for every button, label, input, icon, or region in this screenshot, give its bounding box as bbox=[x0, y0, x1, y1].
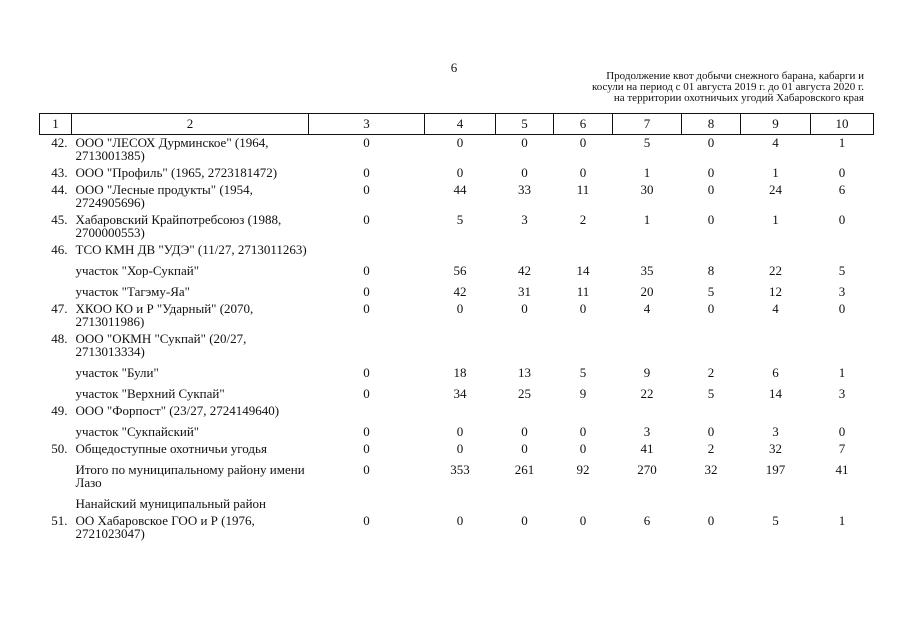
table-row bbox=[40, 417, 874, 438]
value-cell: 2 bbox=[579, 212, 587, 227]
column-header: 5 bbox=[496, 114, 554, 135]
value-cell: 5 bbox=[456, 212, 464, 227]
row-name: ООО "ОКМН "Сукпай" (20/27, 2713013334) bbox=[75, 331, 247, 359]
value-cell: 41 bbox=[640, 441, 654, 456]
value-cell: 9 bbox=[643, 365, 651, 380]
value-cell bbox=[613, 328, 682, 358]
value-cell: 0 bbox=[363, 135, 370, 150]
row-name: ООО "Форпост" (23/27, 2724149640) bbox=[75, 403, 280, 418]
value-cell: 24 bbox=[769, 182, 782, 197]
value-cell: 9 bbox=[579, 386, 587, 401]
value-cell: 14 bbox=[576, 263, 590, 278]
value-cell: 0 bbox=[521, 165, 528, 180]
value-cell: 2 bbox=[707, 365, 715, 380]
value-cell: 5 bbox=[643, 135, 651, 150]
value-cell: 11 bbox=[576, 284, 590, 299]
value-cell: 0 bbox=[521, 301, 528, 316]
value-cell: 3 bbox=[838, 386, 846, 401]
value-cell: 0 bbox=[579, 513, 587, 528]
row-name: Общедоступные охотничьи угодья bbox=[75, 441, 267, 456]
row-name: ООО "Лесные продукты" (1954, 2724905696) bbox=[75, 182, 253, 210]
value-cell bbox=[682, 328, 741, 358]
value-cell: 4 bbox=[772, 301, 779, 316]
value-cell: 5 bbox=[707, 386, 715, 401]
row-name: участок "Тагэму-Яа" bbox=[75, 284, 190, 299]
value-cell bbox=[613, 239, 682, 256]
value-cell: 4 bbox=[772, 135, 779, 150]
value-cell: 197 bbox=[765, 462, 786, 477]
value-cell: 6 bbox=[643, 513, 651, 528]
value-cell: 34 bbox=[453, 386, 467, 401]
row-name: Хабаровский Крайпотребсоюз (1988, 2700000553) bbox=[75, 212, 282, 240]
value-cell: 0 bbox=[707, 135, 715, 150]
value-cell: 0 bbox=[521, 135, 528, 150]
value-cell: 0 bbox=[363, 301, 370, 316]
table-row bbox=[40, 510, 874, 540]
value-cell: 0 bbox=[579, 135, 587, 150]
value-cell: 4 bbox=[643, 301, 651, 316]
table-row bbox=[40, 209, 874, 239]
caption-line: косули на период с 01 августа 2019 г. до 01 августа 2020 г. bbox=[591, 81, 864, 93]
row-name: участок "Були" bbox=[75, 365, 159, 380]
value-cell: 42 bbox=[518, 263, 531, 278]
column-header: 3 bbox=[309, 114, 425, 135]
value-cell: 20 bbox=[640, 284, 654, 299]
table-row bbox=[40, 256, 874, 277]
table-caption bbox=[544, 71, 864, 104]
value-cell: 18 bbox=[453, 365, 467, 380]
column-header: 8 bbox=[682, 114, 741, 135]
header-row bbox=[40, 114, 874, 135]
table-row bbox=[40, 239, 874, 256]
value-cell: 0 bbox=[363, 365, 370, 380]
row-number: 50. bbox=[51, 441, 68, 456]
value-cell: 0 bbox=[363, 284, 370, 299]
value-cell: 31 bbox=[518, 284, 531, 299]
table-row bbox=[40, 162, 874, 179]
row-name: ООО "ЛЕСОХ Дурминское" (1964, 2713001385) bbox=[75, 135, 269, 163]
value-cell: 22 bbox=[769, 263, 782, 278]
caption-line: на территории охотничьих угодий Хабаровского края bbox=[613, 92, 864, 104]
value-cell bbox=[741, 400, 811, 417]
value-cell bbox=[425, 328, 496, 358]
value-cell: 0 bbox=[707, 513, 715, 528]
value-cell bbox=[496, 400, 554, 417]
row-number bbox=[40, 256, 72, 277]
value-cell: 0 bbox=[363, 263, 370, 278]
column-header: 9 bbox=[741, 114, 811, 135]
page-number: 6 bbox=[450, 60, 458, 75]
value-cell: 1 bbox=[838, 135, 846, 150]
value-cell: 3 bbox=[521, 212, 528, 227]
value-cell bbox=[811, 400, 874, 417]
value-cell: 1 bbox=[772, 212, 779, 227]
column-header: 6 bbox=[554, 114, 613, 135]
row-name: участок "Верхний Сукпай" bbox=[75, 386, 225, 401]
value-cell: 25 bbox=[518, 386, 531, 401]
value-cell bbox=[554, 239, 613, 256]
value-cell: 44 bbox=[453, 182, 467, 197]
value-cell: 6 bbox=[772, 365, 779, 380]
row-name: Итого по муниципальному району имени Лазо bbox=[75, 462, 305, 490]
row-name: Нанайский муниципальный район bbox=[75, 496, 266, 511]
value-cell: 0 bbox=[838, 212, 846, 227]
value-cell: 0 bbox=[579, 301, 587, 316]
column-header: 1 bbox=[40, 114, 72, 135]
value-cell bbox=[496, 239, 554, 256]
value-cell: 0 bbox=[838, 424, 846, 439]
value-cell bbox=[613, 489, 682, 510]
value-cell: 5 bbox=[707, 284, 715, 299]
value-cell: 0 bbox=[456, 165, 464, 180]
value-cell: 8 bbox=[707, 263, 715, 278]
value-cell: 5 bbox=[772, 513, 779, 528]
value-cell: 353 bbox=[450, 462, 470, 477]
value-cell: 13 bbox=[518, 365, 531, 380]
value-cell: 3 bbox=[772, 424, 779, 439]
value-cell: 0 bbox=[456, 301, 464, 316]
row-name: участок "Хор-Сукпай" bbox=[75, 263, 200, 278]
value-cell bbox=[309, 489, 425, 510]
value-cell: 0 bbox=[579, 165, 587, 180]
value-cell: 0 bbox=[363, 513, 370, 528]
table-row bbox=[40, 135, 874, 163]
value-cell bbox=[554, 328, 613, 358]
value-cell: 0 bbox=[456, 441, 464, 456]
table-row bbox=[40, 379, 874, 400]
value-cell: 0 bbox=[363, 165, 370, 180]
value-cell: 0 bbox=[707, 424, 715, 439]
value-cell: 0 bbox=[363, 441, 370, 456]
row-name: участок "Сукпайский" bbox=[75, 424, 200, 439]
column-header: 10 bbox=[811, 114, 874, 135]
row-number: 45. bbox=[51, 212, 68, 227]
value-cell: 56 bbox=[453, 263, 467, 278]
value-cell: 41 bbox=[835, 462, 849, 477]
value-cell: 12 bbox=[769, 284, 782, 299]
value-cell: 0 bbox=[363, 182, 370, 197]
value-cell: 0 bbox=[456, 424, 464, 439]
value-cell: 1 bbox=[838, 365, 846, 380]
value-cell: 32 bbox=[769, 441, 782, 456]
value-cell: 261 bbox=[514, 462, 535, 477]
value-cell: 0 bbox=[838, 165, 846, 180]
value-cell: 0 bbox=[707, 165, 715, 180]
row-number: 51. bbox=[51, 513, 68, 528]
value-cell: 5 bbox=[838, 263, 846, 278]
row-number bbox=[40, 358, 72, 379]
quota-table bbox=[39, 113, 874, 540]
value-cell: 3 bbox=[643, 424, 651, 439]
value-cell bbox=[554, 489, 613, 510]
row-number bbox=[40, 417, 72, 438]
table-body bbox=[40, 135, 874, 541]
row-name: ООО "Профиль" (1965, 2723181472) bbox=[75, 165, 278, 180]
value-cell: 0 bbox=[707, 212, 715, 227]
table-row bbox=[40, 328, 874, 358]
value-cell bbox=[496, 489, 554, 510]
value-cell: 33 bbox=[518, 182, 531, 197]
row-name: ХКОО КО и Р "Ударный" (2070, 2713011986) bbox=[75, 301, 254, 329]
row-number bbox=[40, 277, 72, 298]
table-row bbox=[40, 438, 874, 455]
caption-line: Продолжение квот добычи снежного барана, кабарги и bbox=[606, 70, 864, 82]
value-cell bbox=[811, 328, 874, 358]
value-cell: 42 bbox=[453, 284, 467, 299]
row-number: 49. bbox=[51, 403, 68, 418]
value-cell: 11 bbox=[576, 182, 590, 197]
value-cell bbox=[554, 400, 613, 417]
value-cell: 0 bbox=[456, 135, 464, 150]
value-cell: 0 bbox=[363, 424, 370, 439]
value-cell bbox=[425, 239, 496, 256]
row-number: 42. bbox=[51, 135, 68, 150]
value-cell: 1 bbox=[643, 212, 651, 227]
row-number: 44. bbox=[51, 182, 68, 197]
table-row bbox=[40, 400, 874, 417]
value-cell bbox=[682, 489, 741, 510]
value-cell bbox=[682, 239, 741, 256]
value-cell: 0 bbox=[521, 424, 528, 439]
table-row bbox=[40, 489, 874, 510]
column-header: 7 bbox=[613, 114, 682, 135]
value-cell: 30 bbox=[640, 182, 654, 197]
row-number bbox=[40, 379, 72, 400]
value-cell: 0 bbox=[521, 441, 528, 456]
row-name: ТСО КМН ДВ "УДЭ" (11/27, 2713011263) bbox=[75, 242, 307, 257]
value-cell bbox=[425, 489, 496, 510]
value-cell bbox=[811, 239, 874, 256]
value-cell: 22 bbox=[640, 386, 654, 401]
value-cell: 0 bbox=[579, 424, 587, 439]
value-cell bbox=[309, 328, 425, 358]
value-cell: 0 bbox=[579, 441, 587, 456]
value-cell bbox=[496, 328, 554, 358]
value-cell: 0 bbox=[363, 212, 370, 227]
table-row bbox=[40, 179, 874, 209]
table-row bbox=[40, 298, 874, 328]
table-row bbox=[40, 455, 874, 489]
row-number: 48. bbox=[51, 331, 68, 346]
value-cell: 1 bbox=[643, 165, 651, 180]
row-number bbox=[40, 489, 72, 510]
row-number: 43. bbox=[51, 165, 68, 180]
value-cell: 0 bbox=[456, 513, 464, 528]
value-cell: 0 bbox=[707, 182, 715, 197]
value-cell bbox=[309, 400, 425, 417]
value-cell: 0 bbox=[838, 301, 846, 316]
value-cell bbox=[741, 489, 811, 510]
value-cell bbox=[425, 400, 496, 417]
value-cell bbox=[811, 489, 874, 510]
value-cell: 32 bbox=[704, 462, 718, 477]
value-cell: 0 bbox=[521, 513, 528, 528]
value-cell: 0 bbox=[707, 301, 715, 316]
value-cell: 3 bbox=[838, 284, 846, 299]
value-cell: 1 bbox=[838, 513, 846, 528]
value-cell: 5 bbox=[579, 365, 587, 380]
row-number: 46. bbox=[51, 242, 68, 257]
value-cell: 7 bbox=[838, 441, 846, 456]
table-row bbox=[40, 358, 874, 379]
value-cell: 14 bbox=[769, 386, 782, 401]
value-cell: 2 bbox=[707, 441, 715, 456]
value-cell: 0 bbox=[363, 462, 370, 477]
row-number: 47. bbox=[51, 301, 68, 316]
value-cell bbox=[613, 400, 682, 417]
value-cell: 270 bbox=[637, 462, 657, 477]
row-name: ОО Хабаровское ГОО и Р (1976, 2721023047) bbox=[75, 513, 255, 541]
value-cell bbox=[309, 239, 425, 256]
table-row bbox=[40, 277, 874, 298]
value-cell bbox=[741, 239, 811, 256]
column-header: 2 bbox=[72, 114, 309, 135]
value-cell: 0 bbox=[363, 386, 370, 401]
row-number bbox=[40, 455, 72, 489]
value-cell: 1 bbox=[772, 165, 779, 180]
column-header: 4 bbox=[425, 114, 496, 135]
value-cell: 6 bbox=[838, 182, 846, 197]
value-cell: 92 bbox=[576, 462, 590, 477]
value-cell bbox=[682, 400, 741, 417]
value-cell: 35 bbox=[640, 263, 654, 278]
value-cell bbox=[741, 328, 811, 358]
